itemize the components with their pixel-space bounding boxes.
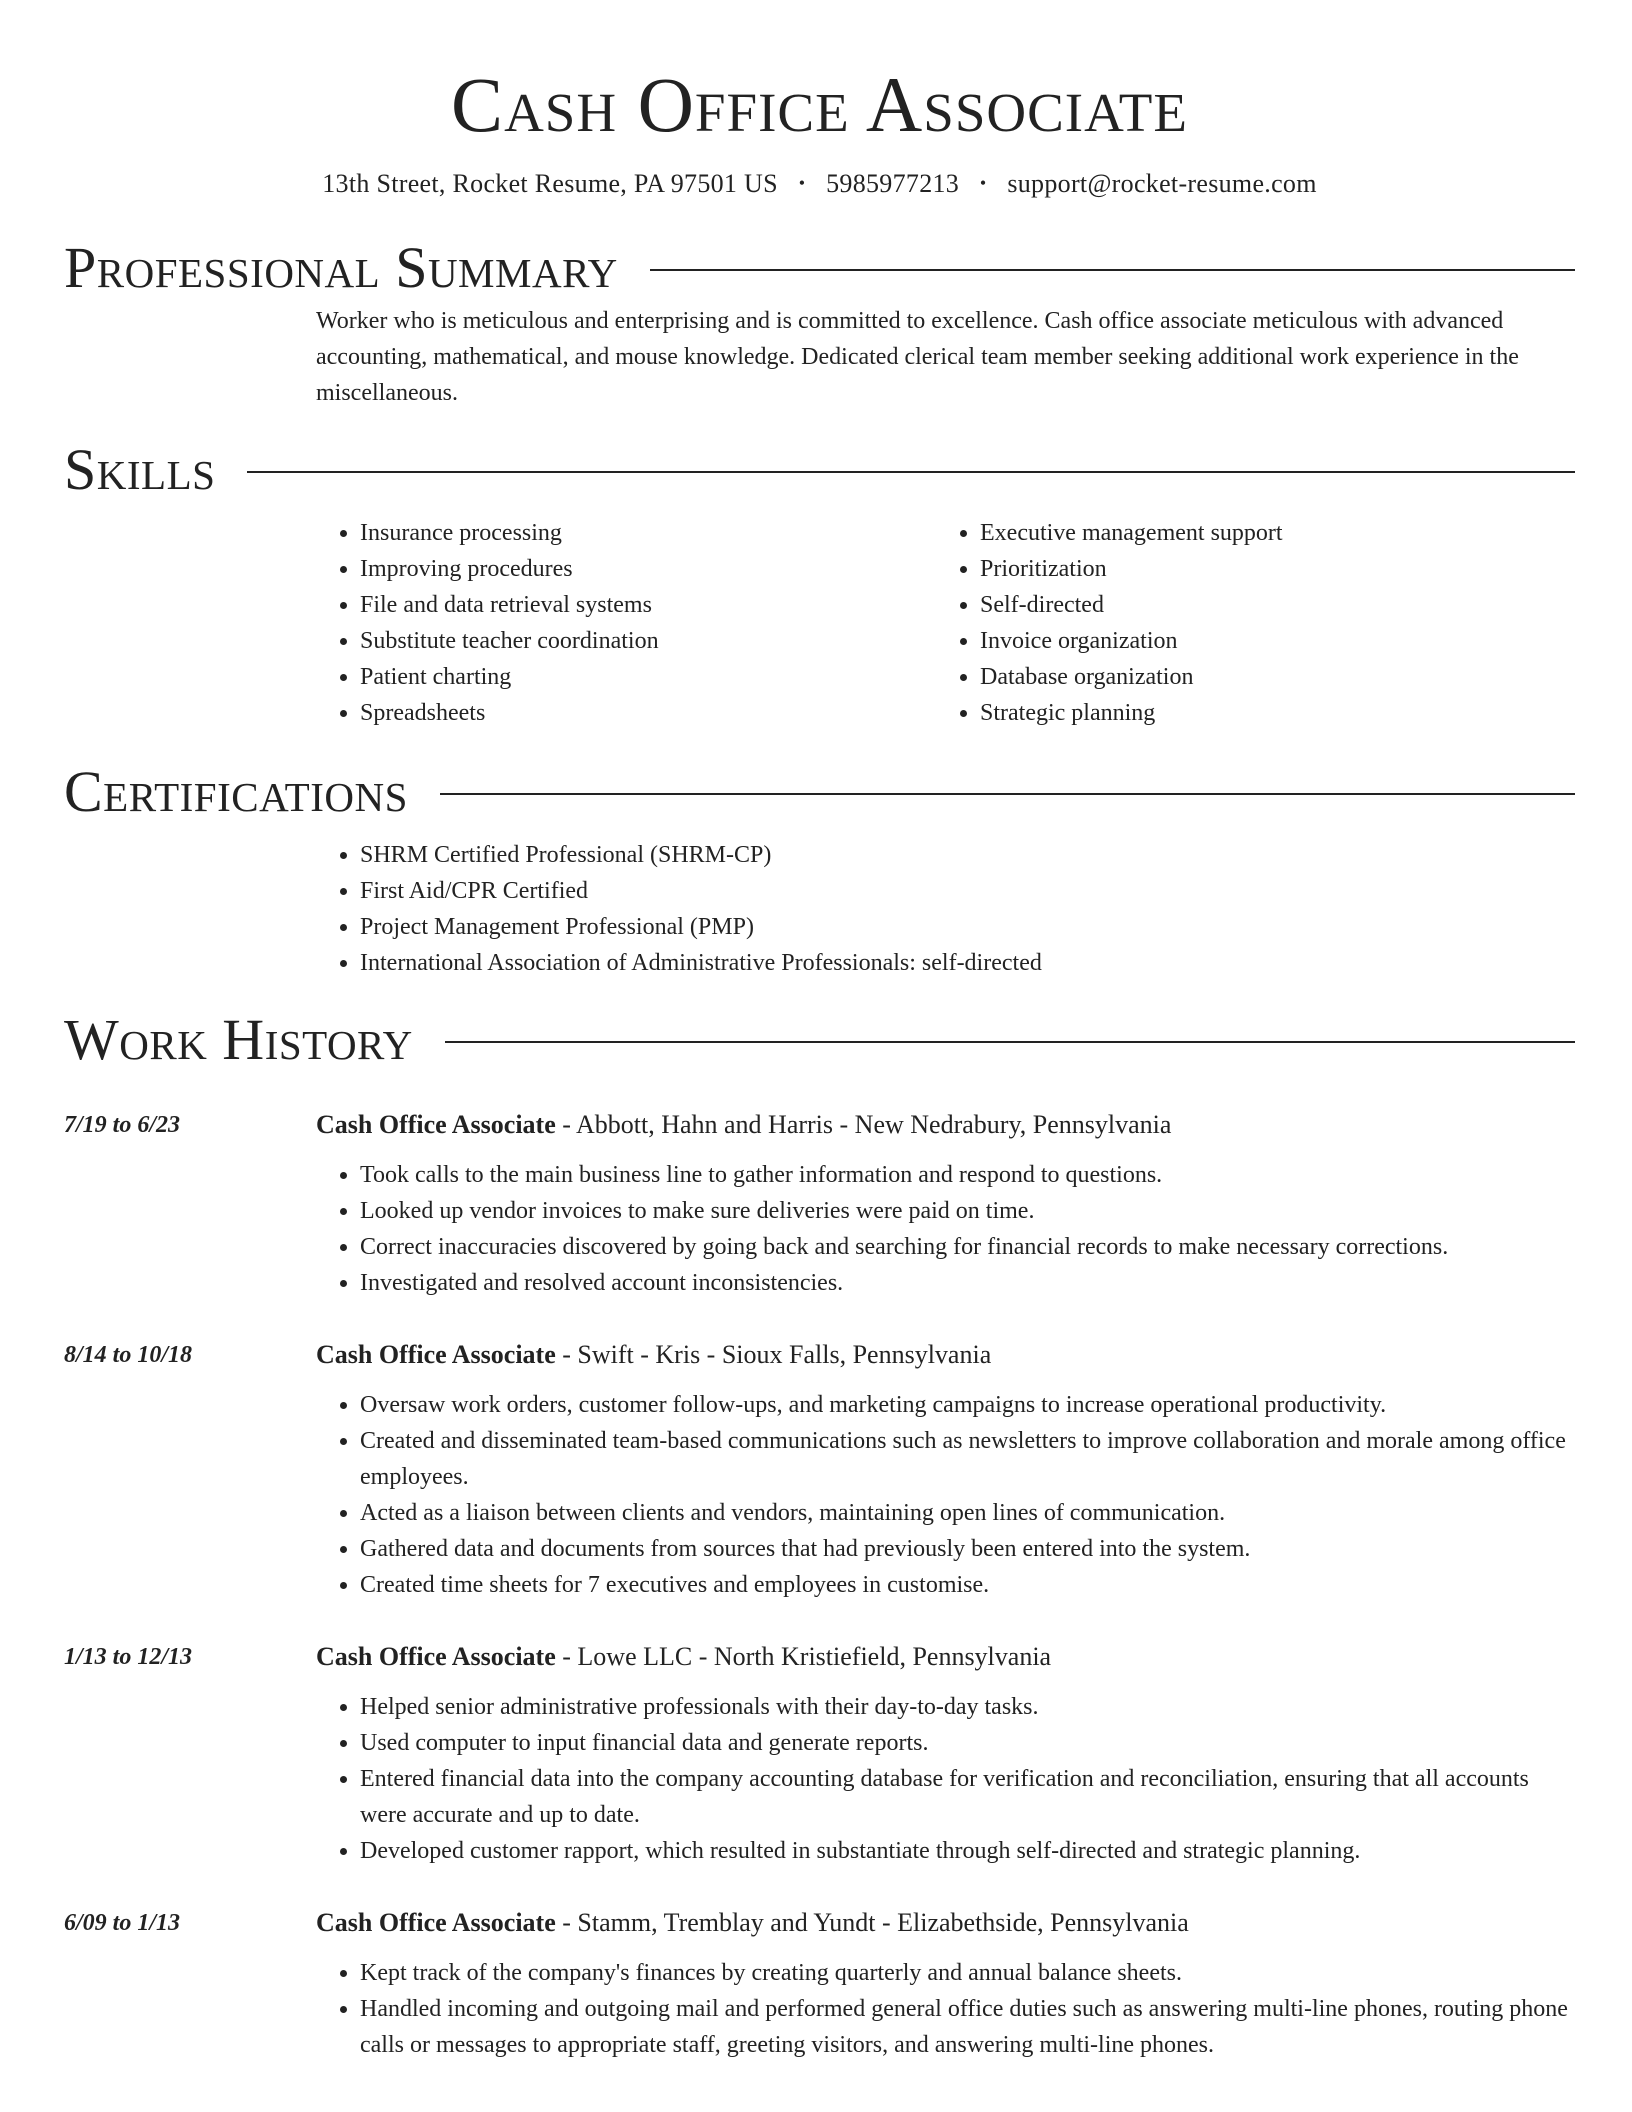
list-item: • Used computer to input financial data and generate reports. bbox=[360, 1725, 1575, 1761]
section-divider bbox=[650, 269, 1575, 271]
summary-text: Worker who is meticulous and enterprising and is committed to excellence. Cash office associate meticulous with advanced accounting, mathematical, and mouse knowledge. Dedicated clerical team member seeking additional work experience in the miscellaneous. bbox=[316, 308, 1519, 406]
list-item: • Developed customer rapport, which resulted in substantiate through self-directed and strategic planning. bbox=[360, 1833, 1575, 1869]
job-title: Cash Office Associate bbox=[316, 1110, 556, 1139]
list-item: • Prioritization bbox=[980, 551, 1556, 587]
work-history-list bbox=[64, 1109, 1575, 2063]
job-bullets bbox=[316, 1387, 1575, 1603]
section-title-skills: Skills bbox=[64, 437, 216, 502]
list-item: • Project Management Professional (PMP) bbox=[360, 909, 1575, 945]
list-item: • Database organization bbox=[980, 659, 1556, 695]
job-bullets bbox=[316, 1157, 1575, 1301]
job-entry bbox=[64, 1109, 1575, 1301]
list-item: • Executive management support bbox=[980, 515, 1556, 551]
list-item: • File and data retrieval systems bbox=[360, 587, 936, 623]
job-title: Cash Office Associate bbox=[316, 1908, 556, 1937]
section-title-summary: Professional Summary bbox=[64, 235, 618, 300]
list-item: • Patient charting bbox=[360, 659, 936, 695]
list-item: • Gathered data and documents from sources that had previously been entered into the system. bbox=[360, 1531, 1575, 1567]
list-item: • Spreadsheets bbox=[360, 695, 936, 731]
resume-page bbox=[64, 0, 1575, 2063]
contact-separator: • bbox=[798, 173, 806, 193]
list-item: • Created time sheets for 7 executives and employees in customise. bbox=[360, 1567, 1575, 1603]
skills-section-header bbox=[64, 439, 1575, 501]
list-item: • Strategic planning bbox=[980, 695, 1556, 731]
list-item: • Insurance processing bbox=[360, 515, 936, 551]
list-item: • Entered financial data into the company accounting database for verification and reconciliation, ensuring that all accounts were accurate and up to date. bbox=[360, 1761, 1575, 1833]
job-details bbox=[316, 1339, 1575, 1603]
job-title: Cash Office Associate bbox=[316, 1642, 556, 1671]
list-item: • SHRM Certified Professional (SHRM-CP) bbox=[360, 837, 1575, 873]
job-employer-location: - Swift - Kris - Sioux Falls, Pennsylvania bbox=[555, 1340, 992, 1369]
skills-list-left bbox=[316, 515, 936, 731]
job-bullets bbox=[316, 1689, 1575, 1869]
job-dates: 7/19 to 6/23 bbox=[64, 1112, 181, 1138]
job-heading bbox=[316, 1109, 1575, 1141]
job-details bbox=[316, 1641, 1575, 1869]
job-details bbox=[316, 1109, 1575, 1301]
list-item: • Self-directed bbox=[980, 587, 1556, 623]
job-dates: 6/09 to 1/13 bbox=[64, 1910, 181, 1936]
section-divider bbox=[440, 793, 1575, 795]
section-divider bbox=[247, 471, 1575, 473]
job-heading bbox=[316, 1907, 1575, 1939]
list-item: • Kept track of the company's finances by creating quarterly and annual balance sheets. bbox=[360, 1955, 1575, 1991]
summary-section-header bbox=[64, 237, 1575, 299]
summary-body bbox=[316, 303, 1575, 411]
contact-email: support@rocket-resume.com bbox=[1007, 169, 1317, 198]
list-item: • Looked up vendor invoices to make sure deliveries were paid on time. bbox=[360, 1193, 1575, 1229]
job-bullets bbox=[316, 1955, 1575, 2063]
job-employer-location: - Stamm, Tremblay and Yundt - Elizabethside, Pennsylvania bbox=[555, 1908, 1189, 1937]
section-title-work-history: Work History bbox=[64, 1007, 413, 1072]
job-entry bbox=[64, 1907, 1575, 2063]
list-item: • International Association of Administrative Professionals: self-directed bbox=[360, 945, 1575, 981]
list-item: • Acted as a liaison between clients and vendors, maintaining open lines of communication. bbox=[360, 1495, 1575, 1531]
list-item: • Substitute teacher coordination bbox=[360, 623, 936, 659]
job-entry bbox=[64, 1339, 1575, 1603]
job-heading bbox=[316, 1339, 1575, 1371]
list-item: • Invoice organization bbox=[980, 623, 1556, 659]
job-heading bbox=[316, 1641, 1575, 1673]
job-details bbox=[316, 1907, 1575, 2063]
job-title: Cash Office Associate bbox=[316, 1340, 556, 1369]
list-item: • Took calls to the main business line to gather information and respond to questions. bbox=[360, 1157, 1575, 1193]
contact-line bbox=[64, 168, 1575, 199]
contact-phone: 5985977213 bbox=[826, 169, 960, 198]
certifications-list bbox=[316, 837, 1575, 981]
list-item: • First Aid/CPR Certified bbox=[360, 873, 1575, 909]
section-title-certifications: Certifications bbox=[64, 759, 408, 824]
list-item: • Handled incoming and outgoing mail and performed general office duties such as answering multi-line phones, routing phone calls or messages to appropriate staff, greeting visitors, and answering multi-line phones. bbox=[360, 1991, 1575, 2063]
list-item: • Helped senior administrative professionals with their day-to-day tasks. bbox=[360, 1689, 1575, 1725]
job-employer-location: - Abbott, Hahn and Harris - New Nedrabury, Pennsylvania bbox=[555, 1110, 1172, 1139]
list-item: • Created and disseminated team-based communications such as newsletters to improve collaboration and morale among office employees. bbox=[360, 1423, 1575, 1495]
list-item: • Investigated and resolved account inconsistencies. bbox=[360, 1265, 1575, 1301]
skills-column-right bbox=[936, 515, 1556, 731]
contact-separator: • bbox=[979, 173, 987, 193]
skills-column-left bbox=[316, 515, 936, 731]
list-item: • Oversaw work orders, customer follow-ups, and marketing campaigns to increase operational productivity. bbox=[360, 1387, 1575, 1423]
contact-address: 13th Street, Rocket Resume, PA 97501 US bbox=[322, 169, 778, 198]
job-entry bbox=[64, 1641, 1575, 1869]
candidate-name: Cash Office Associate bbox=[451, 61, 1188, 148]
certifications-section-header bbox=[64, 761, 1575, 823]
skills-list-right bbox=[936, 515, 1556, 731]
work-section-header bbox=[64, 1009, 1575, 1071]
job-dates: 8/14 to 10/18 bbox=[64, 1342, 193, 1368]
job-employer-location: - Lowe LLC - North Kristiefield, Pennsylvania bbox=[555, 1642, 1052, 1671]
list-item: • Correct inaccuracies discovered by going back and searching for financial records to make necessary corrections. bbox=[360, 1229, 1575, 1265]
skills-grid bbox=[316, 515, 1575, 731]
section-divider bbox=[445, 1041, 1575, 1043]
list-item: • Improving procedures bbox=[360, 551, 936, 587]
job-dates: 1/13 to 12/13 bbox=[64, 1644, 193, 1670]
certifications-body bbox=[316, 837, 1575, 981]
